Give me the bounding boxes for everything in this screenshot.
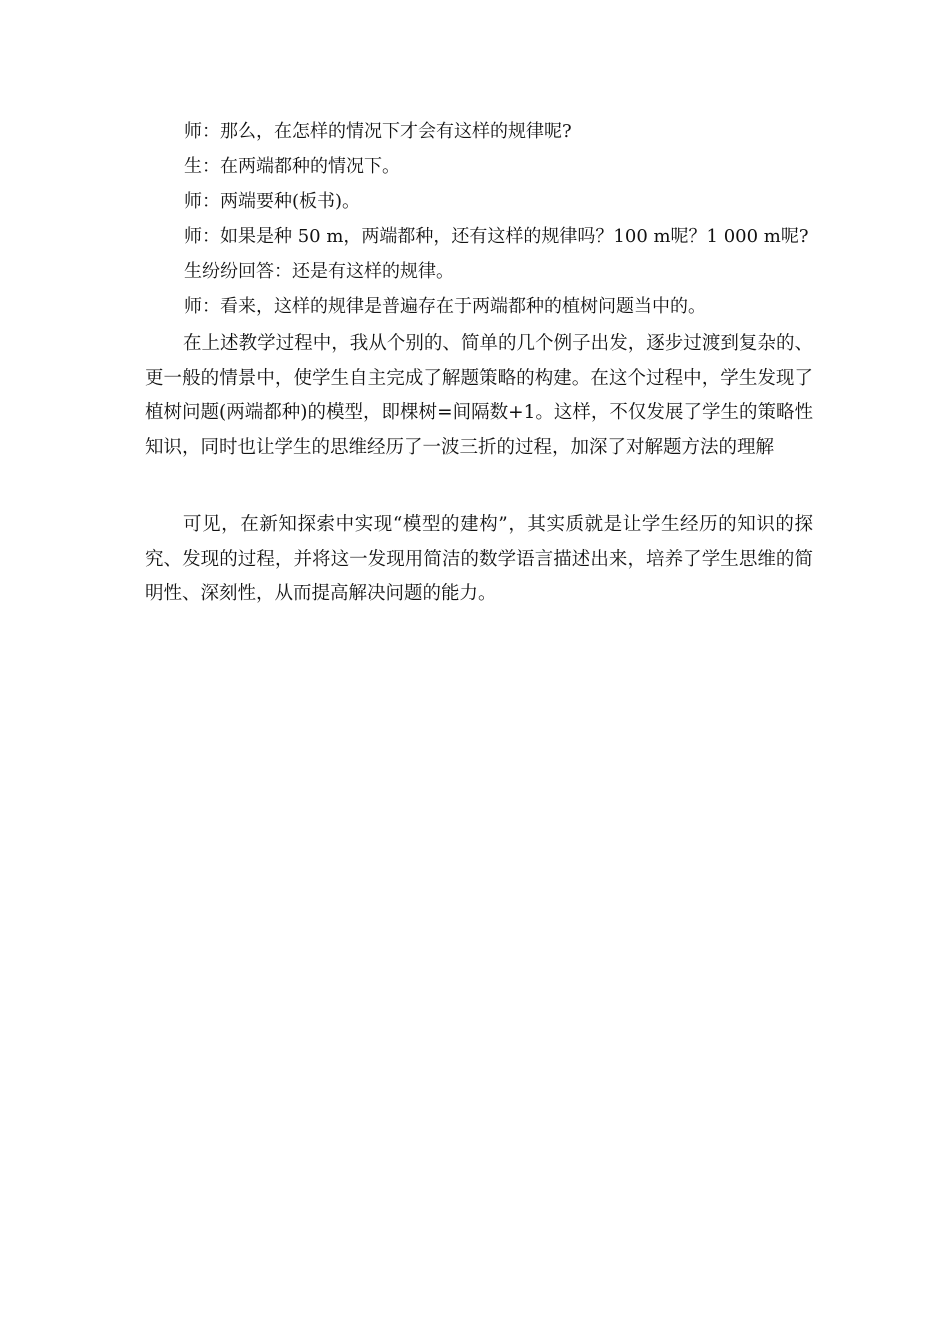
dialogue-block [184,123,824,333]
dialogue-line: 生：在两端都种的情况下。 [184,156,400,177]
reflection-paragraph: 在上述教学过程中，我从个别的、简单的几个例子出发，逐步过渡到复杂的、更一般的情景中，使学生自主完成了解题策略的构建。在这个过程中，学生发现了植树问题(两端都种)的模型，即棵树=间隔数+1。这样，不仅发展了学生的策略性知识，同时也让学生的思维经历了一波三折的过程，加深了对解题方法的理解 [145,333,813,458]
dialogue-line: 师：两端要种(板书)。 [184,191,361,212]
conclusion-paragraph: 可见，在新知探索中实现“模型的建构”，其实质就是让学生经历的知识的探究、发现的过程，并将这一发现用简洁的数学语言描述出来，培养了学生思维的简明性、深刻性，从而提高解决问题的能力。 [145,514,813,604]
dialogue-line: 师：看来，这样的规律是普遍存在于两端都种的植树问题当中的。 [184,296,706,317]
dialogue-line: 师：如果是种 50 m，两端都种，还有这样的规律吗？100 m呢？1 000 m呢? [184,226,809,247]
dialogue-line: 生纷纷回答：还是有这样的规律。 [184,261,454,282]
dialogue-line: 师：那么，在怎样的情况下才会有这样的规律呢? [184,121,572,142]
